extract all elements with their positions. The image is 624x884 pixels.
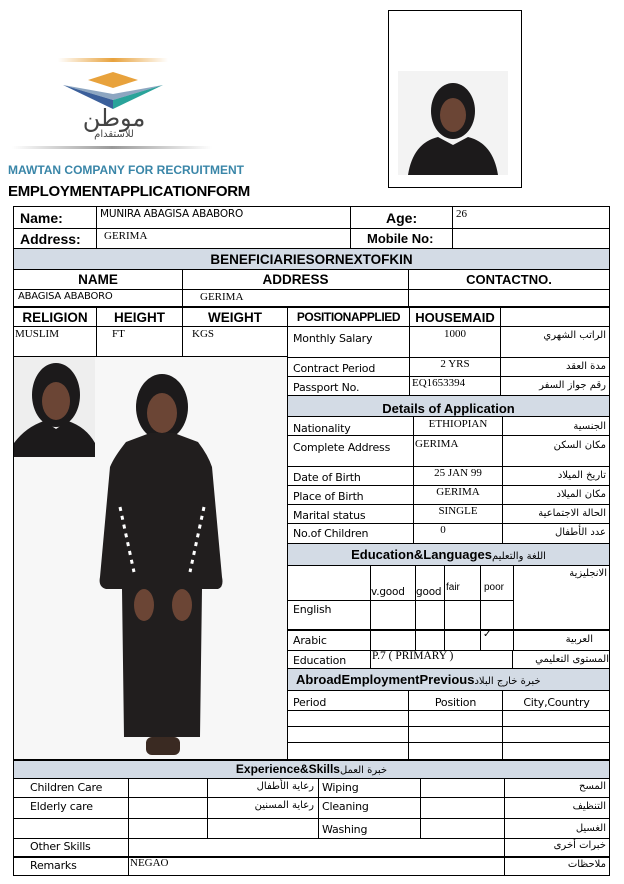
beneficiary-name-value[interactable]: ABAGISA ABABORO xyxy=(18,291,113,302)
prev-col-position: Position xyxy=(434,696,477,709)
nationality-value[interactable]: ETHIOPIAN xyxy=(428,418,488,430)
beneficiary-col-name: NAME xyxy=(78,272,118,287)
col-weight: WEIGHT xyxy=(208,310,262,325)
washing-label: Washing xyxy=(322,823,368,836)
contract-period-arabic: مدة العقد xyxy=(566,361,606,372)
name-value[interactable]: MUNIRA ABAGISA ABABORO xyxy=(100,208,244,220)
washing-arabic: الغسيل xyxy=(575,823,606,834)
level-poor: poor xyxy=(484,582,505,593)
cleaning-arabic: التنظيف xyxy=(572,801,606,812)
name-label: Name: xyxy=(20,210,63,226)
nationality-label: Nationality xyxy=(293,422,351,435)
details-title: Details of Application xyxy=(382,401,515,416)
marital-status-value[interactable]: SINGLE xyxy=(438,505,478,517)
experience-title-en: Experience&Skills xyxy=(235,762,340,776)
passport-no-value[interactable]: EQ1653394 xyxy=(412,377,466,389)
address-value[interactable]: GERIMA xyxy=(104,230,148,242)
beneficiaries-title: BENEFICIARIESORNEXTOFKIN xyxy=(210,252,413,267)
education-label: Education xyxy=(293,654,346,667)
wiping-label: Wiping xyxy=(322,781,359,794)
wiping-arabic: المسح xyxy=(579,781,606,792)
remarks-value[interactable]: NEGAO xyxy=(130,857,169,869)
english-arabic: الانجليزية xyxy=(569,568,607,579)
education-value[interactable]: P.7 ( PRIMARY ) xyxy=(372,650,454,662)
education-title-ar: اللغة والتعليم xyxy=(491,551,546,562)
children-care-label: Children Care xyxy=(30,781,103,794)
contract-period-label: Contract Period xyxy=(293,362,376,375)
place-of-birth-value[interactable]: GERIMA xyxy=(436,486,480,498)
prev-col-city-country: City,Country xyxy=(523,696,590,709)
prev-employment-title xyxy=(296,673,541,687)
passport-photo-frame xyxy=(388,10,522,188)
date-of-birth-value[interactable]: 25 JAN 99 xyxy=(434,467,482,479)
prev-col-period: Period xyxy=(293,696,327,709)
elderly-care-arabic: رعاية المسنين xyxy=(254,800,314,811)
arabic-label: Arabic xyxy=(293,634,327,647)
marital-status-label: Marital status xyxy=(293,509,366,522)
beneficiary-col-contact: CONTACTNO. xyxy=(466,272,552,287)
col-position-applied: POSITIONAPPLIED xyxy=(296,310,401,324)
children-value[interactable]: 0 xyxy=(440,524,446,536)
nationality-arabic: الجنسية xyxy=(573,421,606,432)
logo-bottom-rule xyxy=(12,146,212,149)
level-good: good xyxy=(416,586,442,598)
prev-employment-title-en: AbroadEmploymentPrevious xyxy=(296,672,475,687)
passport-no-arabic: رقم جواز السفر xyxy=(539,380,606,391)
education-title xyxy=(288,548,609,562)
other-skills-arabic: خبرات أخرى xyxy=(553,840,606,851)
date-of-birth-label: Date of Birth xyxy=(293,471,361,484)
height-value[interactable]: FT xyxy=(112,328,125,340)
company-name: MAWTAN COMPANY FOR RECRUITMENT xyxy=(8,163,244,177)
remarks-arabic: ملاحظات xyxy=(567,859,606,870)
level-vgood: v.good xyxy=(371,586,405,598)
children-care-arabic: رعاية الأطفال xyxy=(256,781,314,792)
arabic-arabic: العربية xyxy=(565,634,593,645)
religion-value[interactable]: MUSLIM xyxy=(15,328,60,340)
monthly-salary-value[interactable]: 1000 xyxy=(444,328,466,340)
complete-address-arabic: مكان السكن xyxy=(553,440,606,451)
complete-address-value[interactable]: GERIMA xyxy=(415,438,459,450)
beneficiary-col-address: ADDRESS xyxy=(262,272,329,287)
form-title: EMPLOYMENTAPPLICATIONFORM xyxy=(8,183,250,200)
logo-arabic-sub: للاستقدام xyxy=(94,129,134,140)
level-fair: fair xyxy=(446,582,460,593)
cleaning-label: Cleaning xyxy=(322,800,369,813)
elderly-care-label: Elderly care xyxy=(30,800,93,813)
full-body-photo xyxy=(14,357,287,759)
monthly-salary-arabic: الراتب الشهري xyxy=(543,330,606,341)
beneficiary-address-value[interactable]: GERIMA xyxy=(200,291,244,303)
logo-arabic-main: موطن xyxy=(82,104,146,132)
complete-address-label: Complete Address xyxy=(293,441,391,454)
col-height: HEIGHT xyxy=(113,310,165,325)
prev-employment-title-ar: خبرة خارج البلاد xyxy=(474,676,541,687)
date-of-birth-arabic: تاريخ الميلاد xyxy=(557,470,606,481)
remarks-label: Remarks xyxy=(30,859,77,872)
address-label: Address: xyxy=(20,231,81,247)
monthly-salary-label: Monthly Salary xyxy=(293,332,373,345)
place-of-birth-label: Place of Birth xyxy=(293,490,364,503)
experience-title-ar: خبرة العمل xyxy=(339,765,388,776)
education-arabic: المستوى التعليمي xyxy=(535,654,609,665)
english-label: English xyxy=(293,603,332,616)
age-value[interactable]: 26 xyxy=(456,208,467,220)
age-label: Age: xyxy=(386,210,418,226)
weight-value[interactable]: KGS xyxy=(192,328,215,340)
place-of-birth-arabic: مكان الميلاد xyxy=(556,489,606,500)
passport-photo xyxy=(398,71,508,175)
contract-period-value[interactable]: 2 YRS xyxy=(440,358,470,370)
passport-no-label: Passport No. xyxy=(293,381,360,394)
arabic-poor-checkmark[interactable]: ✓ xyxy=(483,629,492,640)
person-full-body-icon xyxy=(14,357,287,759)
children-arabic: عدد الأطفال xyxy=(554,527,606,538)
children-label: No.of Children xyxy=(293,527,369,540)
other-skills-label: Other Skills xyxy=(30,840,91,853)
marital-status-arabic: الحالة الاجتماعية xyxy=(538,508,606,519)
person-portrait-icon xyxy=(398,71,508,175)
col-religion: RELIGION xyxy=(22,310,88,325)
mobile-label: Mobile No: xyxy=(367,231,434,246)
col-housemaid: HOUSEMAID xyxy=(415,310,495,325)
experience-title xyxy=(14,763,609,776)
education-title-en: Education&Languages xyxy=(351,547,492,562)
logo-top-rule xyxy=(58,58,168,62)
